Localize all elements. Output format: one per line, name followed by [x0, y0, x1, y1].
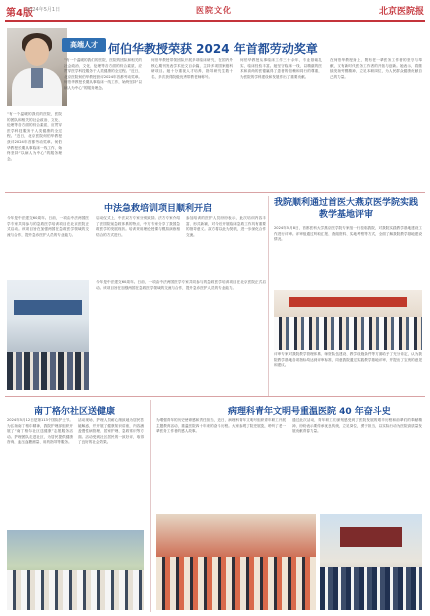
- article-3-col-2: 评审专家对我院教学管理体系、师资队伍建设、教学设施条件等方面给予了充分肯定，认为我院教学基地各项指标均达到评审标准，同意我院通过实践教学基地评审，并提出了宝贵的意见和建议。: [274, 352, 422, 368]
- talent-badge: 高端人才: [62, 38, 106, 52]
- article-3-col-1: 2024年5月8日，首都医科大学燕京医学院专家组一行莅临我院，对我院实践教学基地建设工作进行评审。评审组通过听取汇报、查阅资料、实地考察等方式，全面了解我院教学基地建设情况。: [274, 226, 422, 242]
- article-2-col-3: 参加培训的医护人员纷纷表示，此次培训内容丰富、形式新颖，对今后开展临床急救工作具有重要的指导意义。双方将以此为契机，进一步深化合作交流。: [186, 216, 266, 237]
- article-1-col-3: 何伯华教授从事临床工作三十余年，专业基础扎实，临床经验丰富。她坚守临床一线，以精湛的医术和高尚的医德赢得了患者的信赖和同行的尊重，为医院的学科建设和发展作出了重要贡献。: [240, 58, 322, 79]
- article-3-title[interactable]: 我院顺利通过首医大燕京医学院实践教学基地评审: [273, 198, 418, 220]
- article-4-title[interactable]: 南丁格尔社区送健康: [34, 407, 116, 417]
- newspaper-logo: 北京医院报: [378, 7, 424, 17]
- column-divider: [268, 196, 269, 396]
- article-1-col-2: 何伯华教授带领团队开展多项临床研究，在国内外核心期刊发表学术论文百余篇，主持多项国家级科研项目。她十分重视人才培养，指导研究生数十名，多次获得院级优秀带教老师称号。: [151, 58, 233, 79]
- article-5-col-1: 为增强青年的历史使命感和责任担当，近日，病理科青年文明号组织青年职工开展主题教育活动，重温医院四十年来的奋斗历程。大家参观了院史展览，聆听了老一辈医务工作者的感人故事。: [156, 418, 286, 434]
- article-3-photo-group: [274, 290, 422, 350]
- article-2-photo-hall: [7, 280, 89, 390]
- article-5-photo-gate: [320, 514, 422, 610]
- column-divider-2: [150, 400, 151, 612]
- article-5-col-2: 通过此次活动，青年职工们深刻感受到了医院发展的艰辛历程和前辈们的奉献精神，纷纷表示要传承优良传统，立足岗位，勇于担当，以实际行动为医院高质量发展贡献青春力量。: [292, 418, 422, 434]
- article-1-col-4: 在何伯华教授身上，既有老一辈医务工作者的坚守与奉献，又有新时代医务工作者的开拓与创新。她表示，将继续发扬劳模精神，立足本职岗位，为人民群众健康贡献自己的力量。: [330, 58, 422, 79]
- page-label: 第4版: [6, 8, 33, 19]
- section-divider-2: [5, 396, 425, 397]
- header-rule: [5, 20, 425, 22]
- page-masthead: [0, 0, 430, 20]
- issue-date: 2024年5月1日: [26, 7, 61, 13]
- article-2-col-1: 今年是中法建交60周年。日前，一项由中法两国医学专家共同参与的急救医学培训项目在北京医院正式启动。该项目旨在加强两国在急救医学领域的交流与合作，提升急诊医护人员的专业能力。: [7, 216, 89, 237]
- article-2-col-2: 启动仪式上，中法双方专家分别致辞。法方专家介绍了法国院前急救体系的特点，中方专家分享了我国急救医学的发展现状。培训采用理论授课与模拟演练相结合的方式进行。: [96, 216, 180, 237]
- article-4-photo: [7, 530, 144, 610]
- article-1-title[interactable]: 何伯华教授荣获 2024 年首都劳动奖章: [108, 42, 318, 56]
- section-divider: [5, 192, 425, 193]
- article-5-title[interactable]: 病理科青年文明号重温医院 40 年奋斗史: [228, 407, 391, 417]
- article-5-photo-group: [156, 514, 316, 610]
- author-portrait: [7, 28, 67, 106]
- article-2-title[interactable]: 中法急救培训项目顺利开启: [104, 204, 213, 214]
- article-1-col-0: “有一个温暖的我们的医院，医院的团队和相关的社会政治、文化、伦理等各方面的综合素质，应贯穿医学科技服务于人类健康的全过程。”近日，北京医院何伯华教授获评2024年首都劳动奖章。何伯华教授长期从事临床一线工作，始终坚持“以病人为中心”的服务理念。: [7, 112, 62, 161]
- article-1-col-1: “有一个温暖的我们的医院，医院的团队和相关的社会政治、文化、伦理等各方面的综合素质，应贯穿医学科技服务于人类健康的全过程。”近日，北京医院何伯华教授获评2024年首都劳动奖章。何伯华教授长期从事临床一线工作，始终坚持“以病人为中心”的服务理念。: [64, 58, 142, 90]
- section-title: 医院文化: [196, 6, 232, 15]
- article-2-col-4: 今年是中法建交60周年。日前，一项由中法两国医学专家共同参与的急救医学培训项目在北京医院正式启动。该项目旨在加强两国在急救医学领域的交流与合作，提升急诊医护人员的专业能力。: [96, 280, 266, 290]
- article-4-col-1: 2024年5月12日是第113个国际护士节。为弘扬南丁格尔精神，我院护理部组织开展了“南丁格尔社区送健康”志愿服务活动。护理团队走进社区，为居民提供健康咨询、血压血糖测量、用药指导等服务。: [7, 418, 73, 445]
- article-4-col-2: 活动现场，护理人员耐心细致地为居民答疑解惑，并开展了健康知识讲座，内容涵盖慢性病管理、居家护理、急救常识等方面。活动受到社区居民的一致好评，取得了良好的社会效果。: [78, 418, 144, 445]
